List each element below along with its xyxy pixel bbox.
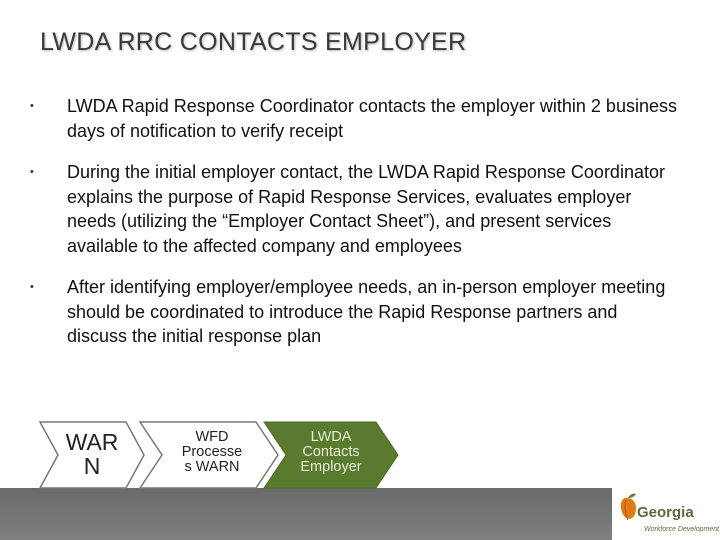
- process-step-processes-label: [166, 430, 258, 476]
- bullet-item: [28, 94, 678, 143]
- bullet-text: During the initial employer contact, the LWDA Rapid Response Coordinator explains the purpose of Rapid Response Services, evaluates employer needs (utilizing the “Employer Contact Sheet”), and present services available to the affected company and employees: [67, 162, 665, 256]
- bullet-list: [28, 94, 678, 366]
- step-label-line: Employer: [300, 459, 362, 476]
- logo-tagline: Workforce Development: [644, 526, 720, 533]
- bullet-text: After identifying employer/employee needs, an in-person employer meeting should be coordinated to introduce the Rapid Response partners and discuss the initial response plan: [67, 277, 666, 346]
- process-step-contacts-label: [286, 430, 376, 476]
- step-label-line: Processe: [181, 444, 243, 461]
- bullet-item: [28, 160, 678, 258]
- step-label-line: WAR: [65, 429, 119, 455]
- slide-title: LWDA RRC CONTACTS EMPLOYER: [40, 28, 467, 56]
- step-label-line: WFD: [195, 429, 229, 445]
- bullet-text: LWDA Rapid Response Coordinator contacts the employer within 2 business days of notification to verify receipt: [67, 96, 677, 141]
- bullet-icon: •: [30, 100, 34, 112]
- step-label-line: Contacts: [302, 444, 360, 461]
- logo-name: Georgia: [637, 504, 694, 521]
- step-label-line: N: [83, 453, 101, 480]
- step-label-line: s WARN: [184, 459, 240, 476]
- bullet-icon: •: [30, 166, 34, 178]
- process-step-warn-label: [54, 430, 130, 478]
- bullet-item: [28, 275, 678, 349]
- step-label-line: LWDA: [310, 429, 352, 445]
- bullet-icon: •: [30, 281, 34, 293]
